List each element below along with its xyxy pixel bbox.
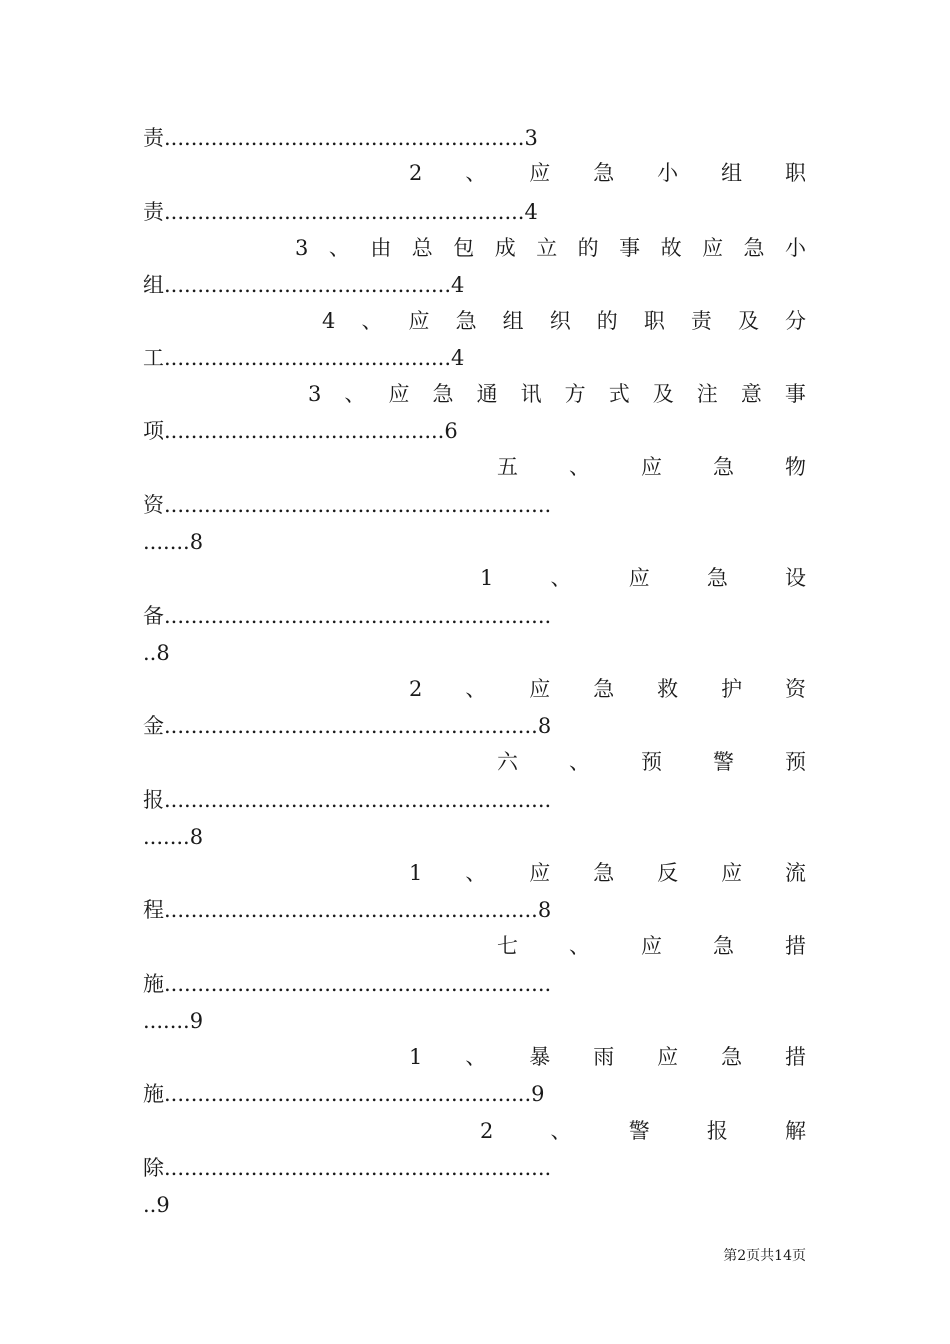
char: 4: [322, 309, 336, 333]
char: 、: [569, 750, 590, 774]
char: 1: [409, 861, 423, 885]
char: 织: [549, 309, 571, 333]
char: 、: [465, 677, 487, 701]
char: 救: [657, 677, 679, 701]
toc-line-14: 备..........................................................: [143, 604, 552, 628]
char: 组: [721, 161, 743, 185]
char: 及: [652, 382, 674, 406]
char: 七: [497, 934, 518, 958]
toc-line-12: .......8: [143, 530, 204, 554]
toc-line-19: 报..........................................................: [143, 788, 552, 812]
char: 、: [344, 382, 366, 406]
char: 1: [409, 1045, 423, 1069]
toc-line-25: .......9: [143, 1009, 204, 1033]
char: 事: [784, 382, 806, 406]
toc-line-18: [497, 747, 806, 777]
toc-line-10: [497, 452, 806, 482]
char: 急: [706, 566, 728, 590]
page-footer: 第2页共14页: [723, 1248, 806, 1264]
char: 应: [388, 382, 410, 406]
char: 组: [502, 309, 524, 333]
char: 2: [409, 161, 423, 185]
toc-line-13: [480, 563, 806, 593]
char: 职: [785, 161, 806, 185]
char: 设: [785, 566, 806, 590]
char: 事: [619, 236, 641, 260]
char: 方: [564, 382, 586, 406]
char: 、: [465, 1045, 487, 1069]
char: 应: [702, 236, 724, 260]
char: 预: [785, 750, 806, 774]
char: 、: [569, 455, 590, 479]
char: 措: [785, 934, 806, 958]
char: 小: [785, 236, 806, 260]
char: 意: [740, 382, 762, 406]
toc-line-8: [308, 379, 806, 409]
char: 、: [550, 1119, 572, 1143]
toc-line-23: [497, 931, 806, 961]
char: 讯: [520, 382, 542, 406]
char: 应: [657, 1045, 679, 1069]
toc-line-5: 组...........................................4: [143, 273, 465, 297]
char: 急: [713, 455, 734, 479]
char: 资: [785, 677, 806, 701]
char: 立: [536, 236, 558, 260]
char: 急: [432, 382, 454, 406]
toc-line-28: [480, 1116, 806, 1146]
char: 应: [641, 934, 662, 958]
char: 急: [593, 677, 615, 701]
toc-line-15: ..8: [143, 641, 170, 665]
toc-line-6: [322, 306, 806, 336]
toc-line-26: [409, 1042, 806, 1072]
char: 报: [706, 1119, 728, 1143]
char: 2: [409, 677, 423, 701]
char: 应: [529, 677, 551, 701]
toc-line-1: 责......................................................3: [143, 126, 538, 150]
char: 物: [785, 455, 806, 479]
char: 、: [328, 236, 350, 260]
char: 、: [569, 934, 590, 958]
char: 暴: [529, 1045, 551, 1069]
char: 注: [696, 382, 718, 406]
char: 的: [577, 236, 599, 260]
char: 急: [743, 236, 765, 260]
char: 3: [308, 382, 322, 406]
char: 解: [785, 1119, 806, 1143]
char: 急: [721, 1045, 743, 1069]
toc-line-22: 程........................................................8: [143, 898, 552, 922]
char: 预: [641, 750, 662, 774]
toc-line-20: .......8: [143, 825, 204, 849]
char: 五: [497, 455, 518, 479]
char: 反: [657, 861, 679, 885]
toc-line-29: 除..........................................................: [143, 1156, 552, 1180]
char: 应: [408, 309, 430, 333]
char: 包: [453, 236, 475, 260]
toc-line-24: 施..........................................................: [143, 972, 552, 996]
char: 急: [713, 934, 734, 958]
char: 警: [713, 750, 734, 774]
char: 通: [476, 382, 498, 406]
char: 2: [480, 1119, 494, 1143]
char: 及: [737, 309, 759, 333]
char: 、: [465, 861, 487, 885]
char: 流: [785, 861, 806, 885]
char: 应: [721, 861, 743, 885]
char: 由: [370, 236, 392, 260]
toc-line-9: 项..........................................6: [143, 419, 458, 443]
toc-line-16: [409, 674, 806, 704]
char: 式: [608, 382, 630, 406]
char: 、: [361, 309, 383, 333]
char: 措: [785, 1045, 806, 1069]
char: 1: [480, 566, 494, 590]
char: 急: [593, 161, 615, 185]
char: 雨: [593, 1045, 615, 1069]
char: 警: [628, 1119, 650, 1143]
toc-line-4: [295, 233, 806, 263]
toc-line-17: 金........................................................8: [143, 714, 552, 738]
toc-line-2: [409, 158, 806, 188]
char: 应: [529, 161, 551, 185]
toc-line-27: 施.......................................................9: [143, 1082, 545, 1106]
char: 急: [593, 861, 615, 885]
char: 3: [295, 236, 309, 260]
char: 的: [596, 309, 618, 333]
toc-line-30: ..9: [143, 1193, 170, 1217]
char: 护: [721, 677, 743, 701]
char: 、: [550, 566, 572, 590]
toc-line-7: 工...........................................4: [143, 346, 465, 370]
char: 总: [411, 236, 433, 260]
char: 急: [455, 309, 477, 333]
char: 应: [641, 455, 662, 479]
char: 责: [690, 309, 712, 333]
toc-line-3: 责......................................................4: [143, 200, 538, 224]
char: 六: [497, 750, 518, 774]
char: 、: [465, 161, 487, 185]
char: 分: [785, 309, 806, 333]
char: 小: [657, 161, 679, 185]
char: 成: [494, 236, 516, 260]
toc-line-11: 资..........................................................: [143, 493, 552, 517]
char: 应: [628, 566, 650, 590]
char: 应: [529, 861, 551, 885]
toc-line-21: [409, 858, 806, 888]
char: 职: [643, 309, 665, 333]
char: 故: [660, 236, 682, 260]
